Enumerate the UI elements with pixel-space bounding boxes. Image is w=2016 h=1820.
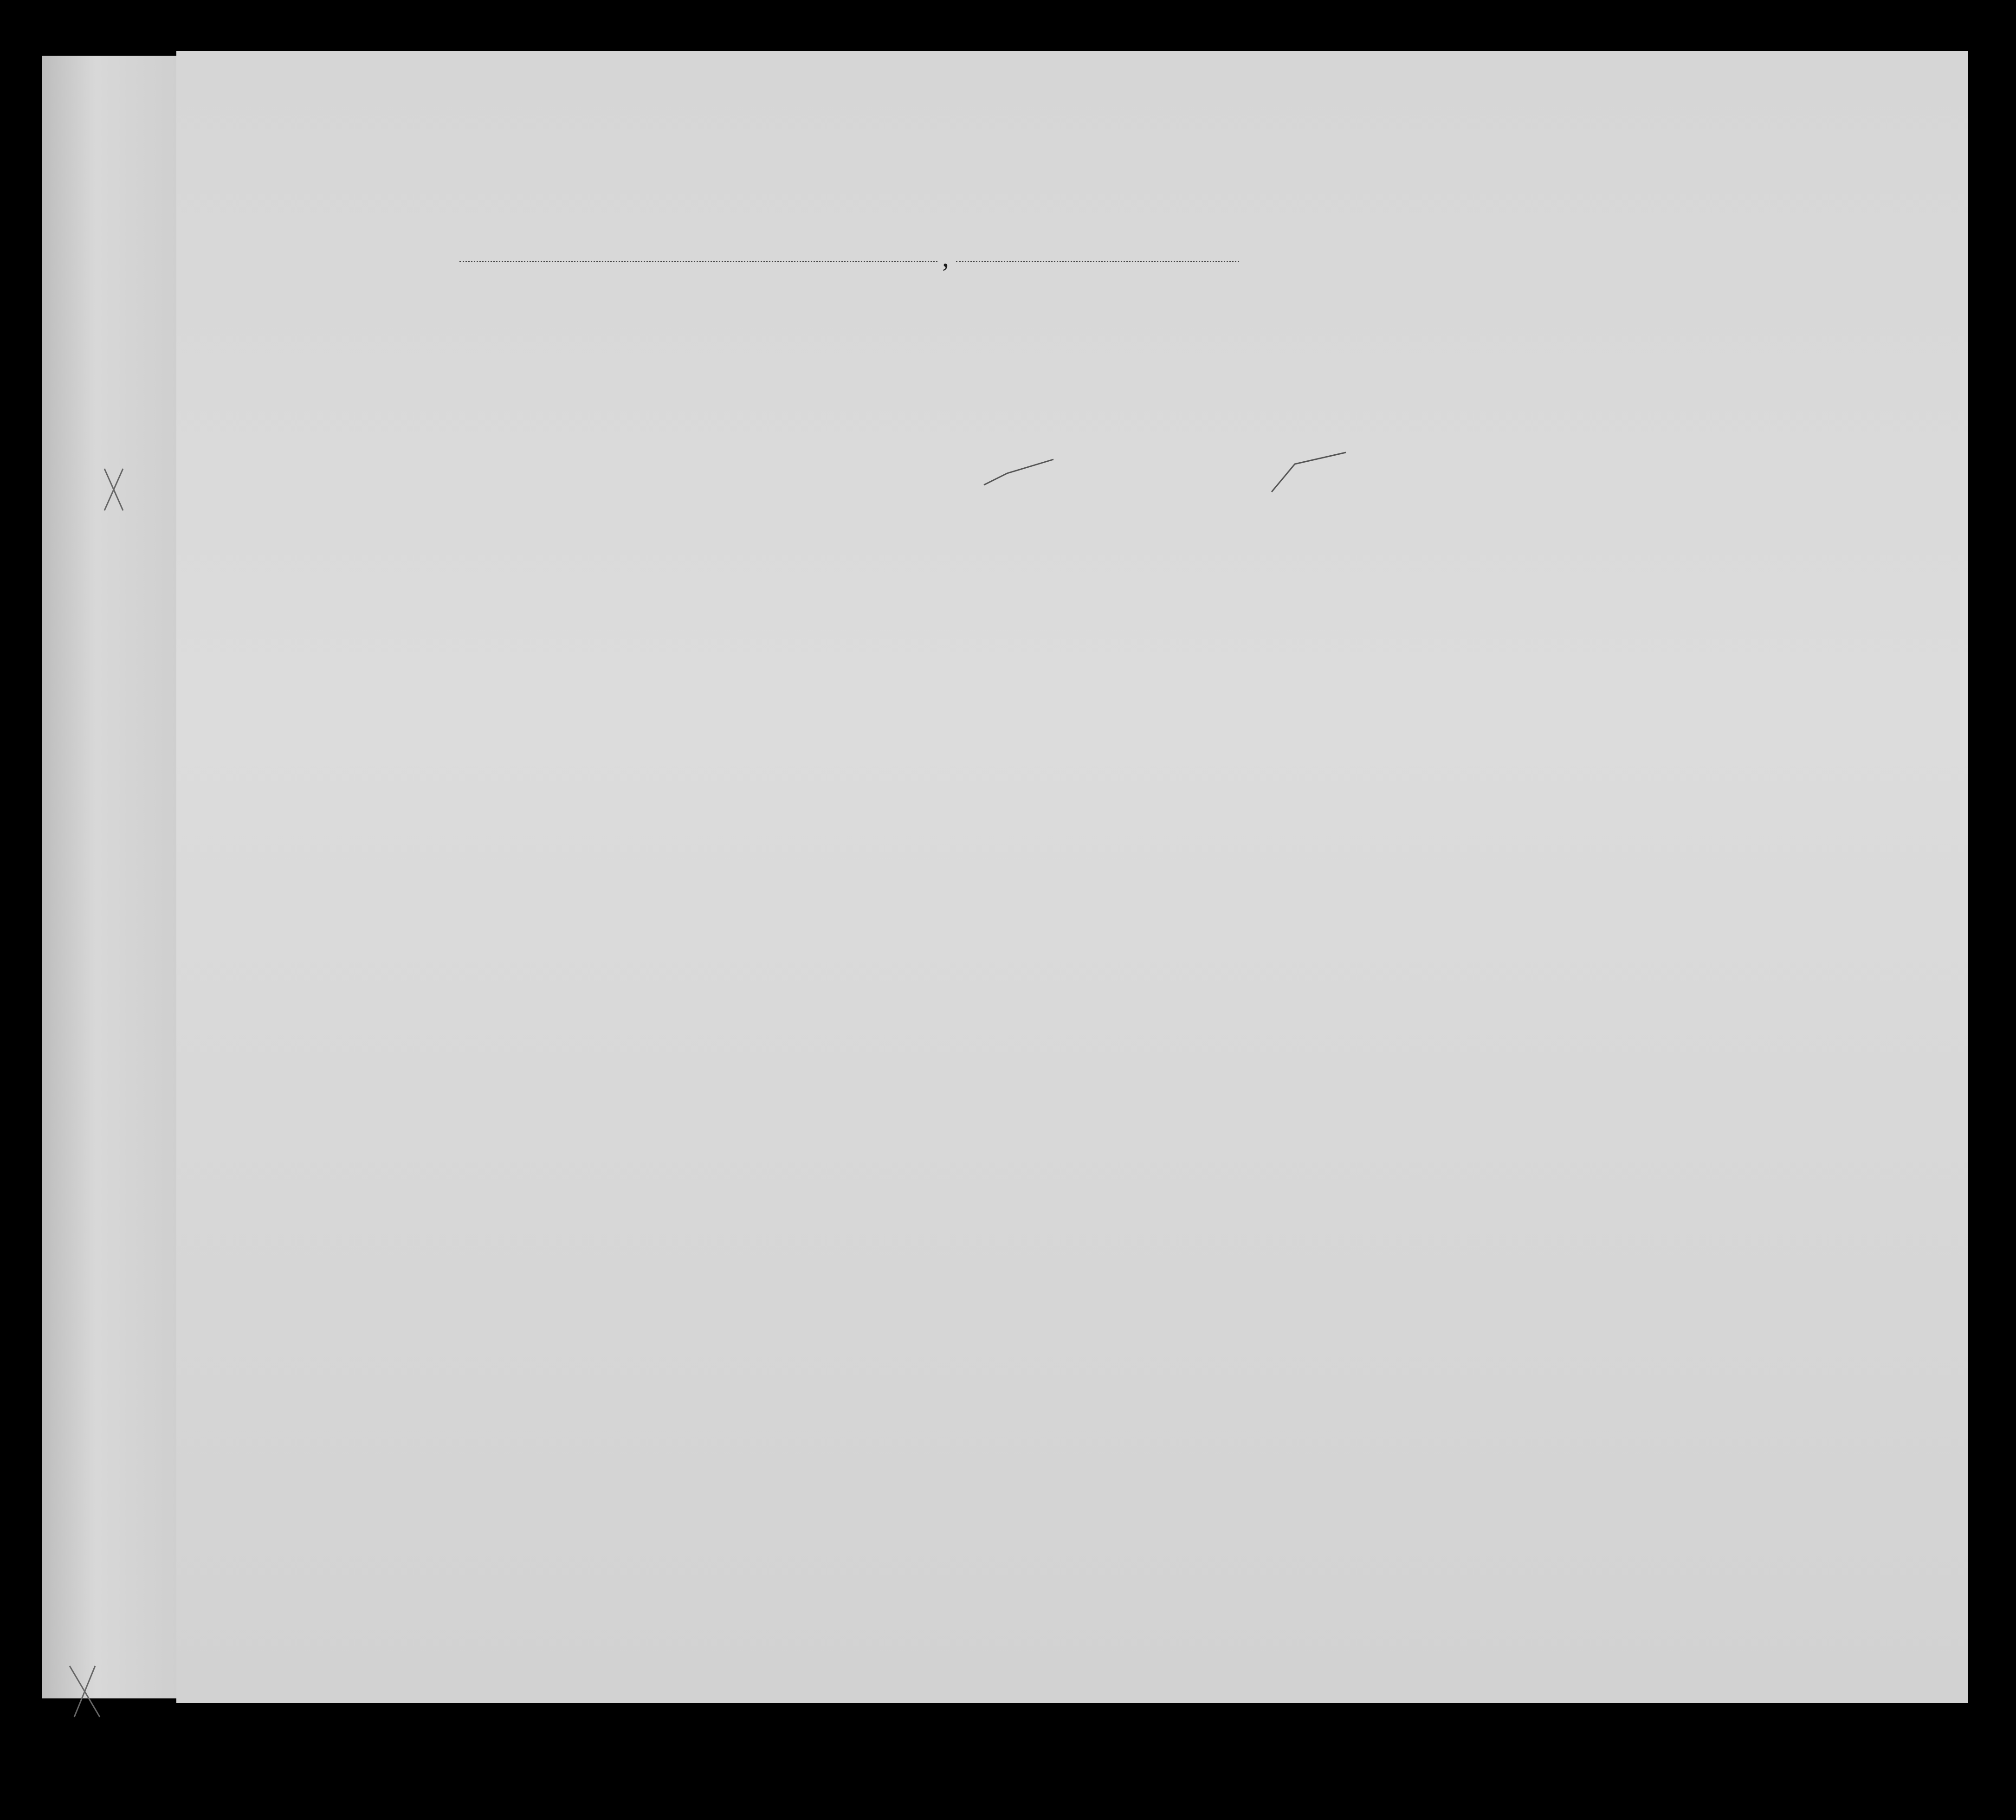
pencil-check-mark xyxy=(1272,452,1346,492)
separator-comma: , xyxy=(942,242,949,272)
pencil-x-mark xyxy=(104,469,123,510)
pencil-check-mark xyxy=(984,459,1053,485)
pencil-x-mark xyxy=(70,1666,100,1717)
